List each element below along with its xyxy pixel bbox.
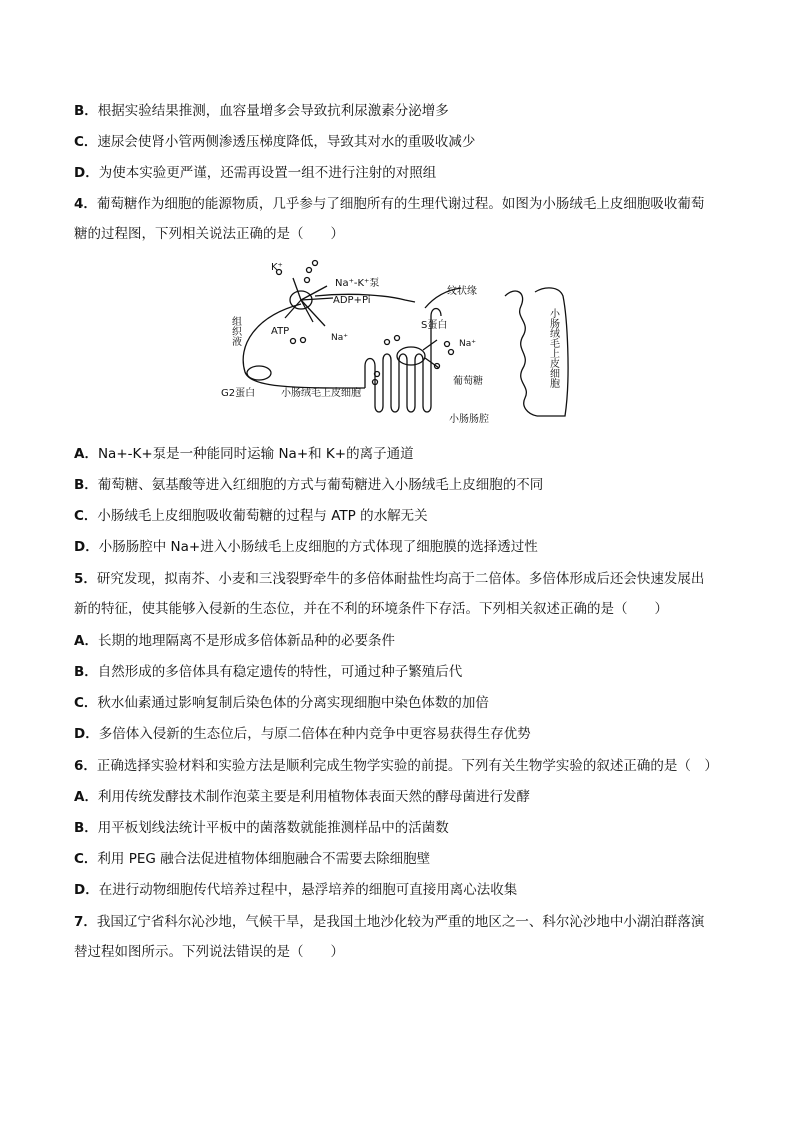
q6-option-a: A．利用传统发酵技术制作泡菜主要是利用植物体表面天然的酵母菌进行发酵 [74,789,530,805]
right-cell-label: 小肠绒毛上皮细胞 [547,308,559,388]
cell-membrane-left [243,304,365,388]
g2-protein-label: G2蛋白 [221,388,256,399]
tissue-fluid-label: 组织液 [229,316,241,346]
q4-option-c: C．小肠绒毛上皮细胞吸收葡萄糖的过程与 ATP 的水解无关 [74,508,428,524]
q3-option-b: B．根据实验结果推测，血容量增多会导致抗利尿激素分泌增多 [74,103,449,119]
k-plus-label: K⁺ [271,262,283,273]
q4-option-d: D．小肠肠腔中 Na+进入小肠绒毛上皮细胞的方式体现了细胞膜的选择透过性 [74,539,538,555]
q7-stem-line2: 替过程如图所示。下列说法错误的是（ ） [74,944,344,960]
q3-option-c: C．速尿会使肾小管两侧渗透压梯度降低，导致其对水的重吸收减少 [74,134,476,150]
s-protein [397,347,425,365]
glucose-label: 葡萄糖 [453,376,483,387]
q5-stem-line2: 新的特征，使其能够入侵新的生态位，并在不利的环境条件下存活。下列相关叙述正确的是（ ） [74,601,668,617]
q6-stem: 6．正确选择实验材料和实验方法是顺利完成生物学实验的前提。下列有关生物学实验的叙述正确的是（ ） [74,758,718,774]
q4-option-a: A．Na+-K+泵是一种能同时运输 Na+和 K+的离子通道 [74,446,414,462]
q6-option-b: B．用平板划线法统计平板中的菌落数就能推测样品中的活菌数 [74,820,449,836]
q6-option-c: C．利用 PEG 融合法促进植物体细胞融合不需要去除细胞壁 [74,851,431,867]
na-plus-label-1: Na⁺ [331,333,348,343]
s-protein-label: S蛋白 [421,320,448,331]
brush-border-label: 纹状缘 [447,286,477,297]
g2-protein [247,366,271,380]
q5-option-c: C．秋水仙素通过影响复制后染色体的分离实现细胞中染色体数的加倍 [74,695,489,711]
q4-option-b: B．葡萄糖、氨基酸等进入红细胞的方式与葡萄糖进入小肠绒毛上皮细胞的不同 [74,477,544,493]
q5-stem-line1: 5．研究发现，拟南芥、小麦和三浅裂野牵牛的多倍体耐盐性均高于二倍体。多倍体形成后还会快速发展出 [74,571,705,587]
q7-stem-line1: 7．我国辽宁省科尔沁沙地，气候干旱，是我国土地沙化较为严重的地区之一、科尔沁沙地中小湖泊群落演 [74,914,705,930]
adp-label: ADP+Pi [333,295,371,306]
right-cell-villi [505,291,537,416]
atp-label: ATP [271,326,290,337]
q5-option-d: D．多倍体入侵新的生态位后，与原二倍体在种内竞争中更容易获得生存优势 [74,726,531,742]
glucose-absorption-diagram [215,256,585,428]
q4-stem-line1: 4．葡萄糖作为细胞的能源物质，几乎参与了细胞所有的生理代谢过程。如图为小肠绒毛上皮细胞吸收葡萄 [74,196,705,212]
lumen-label: 小肠肠腔 [449,414,489,425]
q6-option-d: D．在进行动物细胞传代培养过程中，悬浮培养的细胞可直接用离心法收集 [74,882,518,898]
q3-option-d: D．为使本实验更严谨，还需再设置一组不进行注射的对照组 [74,165,437,181]
pump-label: Na⁺-K⁺泵 [335,278,380,289]
na-plus-label-2: Na⁺ [459,339,476,349]
q5-option-a: A．长期的地理隔离不是形成多倍体新品种的必要条件 [74,633,395,649]
q5-option-b: B．自然形成的多倍体具有稳定遗传的特性，可通过种子繁殖后代 [74,664,463,680]
cell-label: 小肠绒毛上皮细胞 [281,388,361,399]
q4-stem-line2: 糖的过程图，下列相关说法正确的是（ ） [74,226,344,242]
